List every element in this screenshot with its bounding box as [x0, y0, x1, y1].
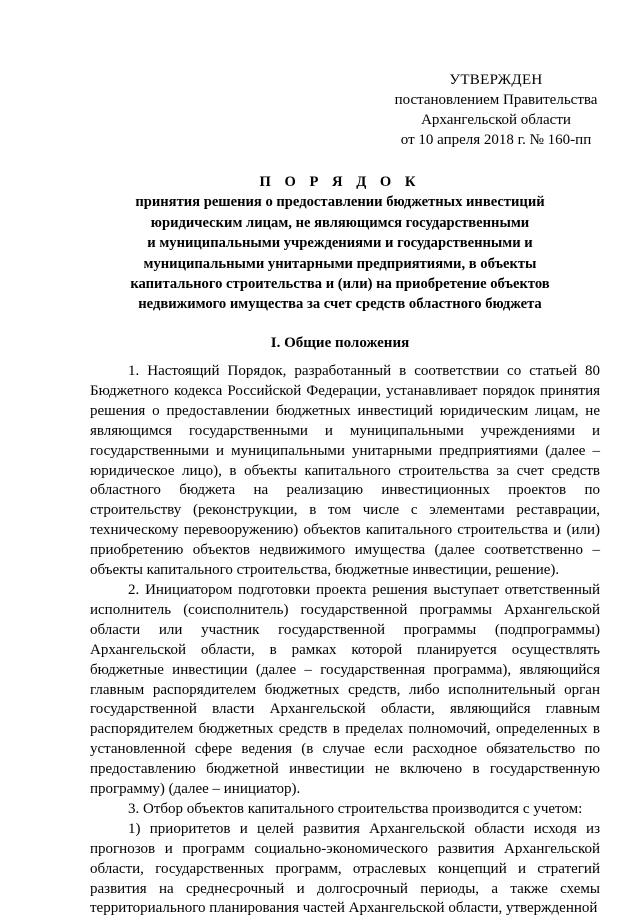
document-body [90, 353, 600, 919]
paragraph-3: 3. Отбор объектов капитального строительства производится с учетом: [128, 800, 583, 817]
approval-line-1: постановлением Правительства [394, 92, 598, 108]
document-subtitle-line-4: муниципальными унитарными предприятиями, в объекты [143, 255, 537, 272]
approval-stamp [372, 70, 620, 150]
document-subtitle-line-6: недвижимого имущества за счет средств областного бюджета [138, 296, 542, 313]
document-subtitle-line-5: капитального строительства и (или) на приобретение объектов [130, 276, 550, 293]
paragraph-4: 1) приоритетов и целей развития Архангельской области исходя из прогнозов и программ социально-экономического развития Архангельской области, государственных программ, отраслевых концепций и стратегий развития на среднесрочный и долгосрочный периоды, а также схемы территориального планирования частей Архангельской области, утвержденной [90, 820, 600, 917]
paragraph-2: 2. Инициатором подготовки проекта решения выступает ответственный исполнитель (соисполнитель) государственной программы Архангельской области или участник государственной программы (подпрограммы) Архангельской области, в рамках которой планируется осуществлять бюджетные инвестиции (далее – государственная программа), являющийся главным распорядителем бюджетных средств, либо исполнительный орган государственной власти Архангельской области, являющийся главным распорядителем бюджетных средств в пределах полномочий, определенных в установленной сфере ведения (в случае если расходное обязательство по предоставлению бюджетной инвестиции не включено в государственную программу) (далее – инициатор). [90, 581, 600, 798]
document-subtitle-line-1: принятия решения о предоставлении бюджетных инвестиций [135, 194, 545, 211]
approval-title: УТВЕРЖДЕН [449, 72, 543, 88]
document-subtitle-line-2: юридическим лицам, не являющимся государственными [150, 214, 530, 231]
approval-line-2: Архангельской области [421, 112, 571, 128]
section-heading: I. Общие положения [270, 335, 410, 351]
document-title: П О Р Я Д О К [259, 174, 421, 190]
document-subtitle-line-3: и муниципальными учреждениями и государственными и [147, 235, 533, 252]
document-title-block [90, 172, 590, 315]
approval-line-3: от 10 апреля 2018 г. № 160-пп [400, 132, 592, 148]
paragraph-1: 1. Настоящий Порядок, разработанный в соответствии со статьей 80 Бюджетного кодекса Российской Федерации, устанавливает порядок принятия решения о предоставлении бюджетных инвестиций юридическим лицам, не являющимся государственными и муниципальными учреждениями и государственными и муниципальными унитарными предприятиями (далее – юридическое лицо), в объекты капитального строительства за счет средств областного бюджета на реализацию инвестиционных проектов по строительству (реконструкции, в том числе с элементами реставрации, техническому перевооружению) объектов капитального строительства и (или) приобретению объектов недвижимого имущества (далее соответственно – объекты капитального строительства, бюджетные инвестиции, решение). [90, 363, 600, 579]
